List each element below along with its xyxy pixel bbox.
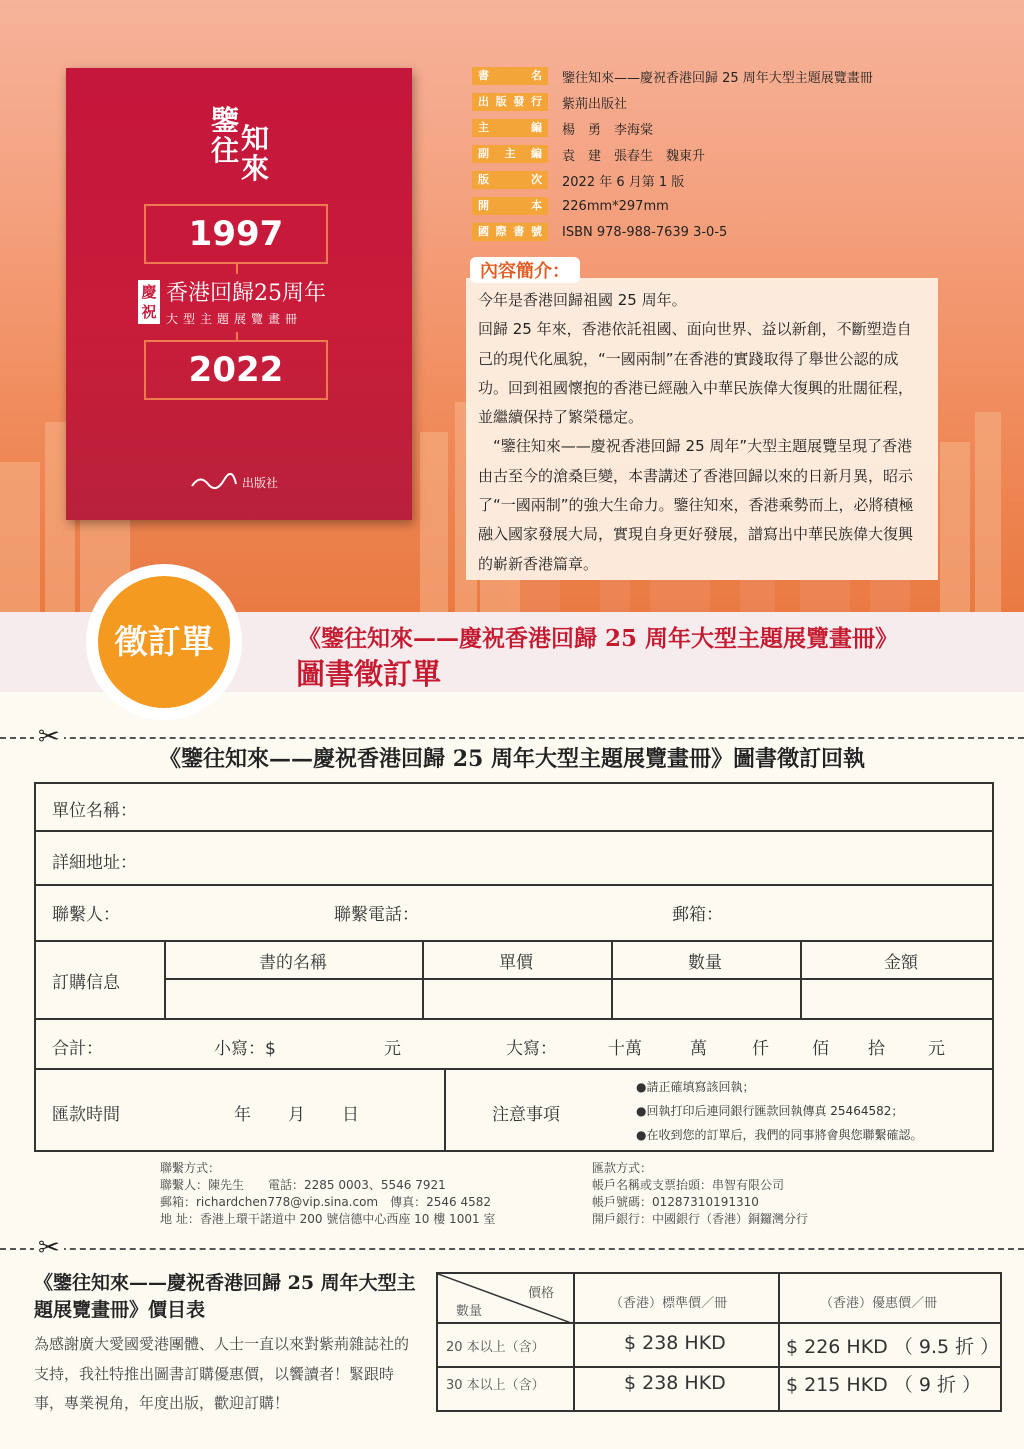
form-line: [422, 940, 424, 1018]
cover-year-start: 1997: [144, 204, 328, 264]
info-label: 副主編: [472, 145, 548, 163]
form-title: 《鑒往知來——慶祝香港回歸 25 周年大型主題展覽畫冊》圖書徵訂回執: [159, 746, 865, 772]
info-row-edition: [472, 167, 1012, 193]
remit-info: [592, 1160, 808, 1228]
order-band-subtitle: 圖書徵訂單: [296, 657, 442, 691]
note-item: ●在收到您的訂單后，我們的同事將會與您聯繫確認。: [636, 1128, 923, 1142]
cover-main-title: 香港回歸25周年: [166, 281, 326, 306]
yuan-label: 元: [384, 1039, 401, 1059]
remit-account-no: 帳戶號碼：01287310191310: [592, 1195, 759, 1209]
info-row-deputy-editor: [472, 141, 1012, 167]
info-value: 袁 建 張春生 魏東升: [562, 148, 706, 164]
cover-publisher: 出版社: [242, 476, 279, 490]
order-circle: 徵訂單: [98, 576, 230, 708]
form-line: [36, 830, 992, 832]
col-amount: 金額: [884, 953, 918, 973]
col-quantity: 數量: [688, 953, 722, 973]
email-label: 郵箱：: [672, 905, 723, 925]
row-disc-price: $ 215 HKD （ 9 折 ）: [786, 1374, 982, 1396]
col-book-name: 書的名稱: [259, 953, 327, 973]
table-line: [438, 1322, 1000, 1324]
form-line: [611, 940, 613, 1018]
note-item: ●請正確填寫該回執；: [636, 1080, 755, 1094]
header-qty: 數量: [456, 1304, 483, 1319]
scissors-icon: ✂: [34, 1235, 64, 1261]
order-form: [34, 782, 994, 1152]
cover-title-col2: 知來: [240, 122, 269, 185]
book-info-list: [472, 63, 1012, 245]
table-line: [438, 1366, 1000, 1368]
form-line: [800, 940, 802, 1018]
note-item: ●回執打印后連同銀行匯款回執傳真 25464582；: [636, 1104, 904, 1118]
big-unit: 元: [928, 1039, 945, 1059]
info-row-editor: [472, 115, 1012, 141]
intro-title: 內容簡介：: [470, 257, 580, 283]
price-table: [436, 1272, 1002, 1412]
contact-email: 郵箱：richardchen778@vip.sina.com 傳真：2546 4582: [160, 1195, 492, 1209]
big-unit: 萬: [690, 1039, 707, 1059]
info-label: 開本: [472, 197, 548, 215]
remit-account-name: 帳戶名稱或支票抬頭：串智有限公司: [592, 1178, 785, 1192]
big-unit: 拾: [868, 1039, 885, 1059]
month-label: 月: [288, 1105, 305, 1125]
form-line: [444, 1068, 446, 1152]
contact-person: 聯繫人：陳先生 電話：2285 0003、5546 7921: [160, 1178, 446, 1192]
big-unit: 十萬: [608, 1039, 642, 1059]
table-line: [573, 1274, 575, 1410]
info-row-title: [472, 63, 1012, 89]
remit-header: 匯款方式：: [592, 1161, 653, 1175]
info-value: ISBN 978-988-7639 3-0-5: [562, 224, 728, 240]
form-line: [36, 940, 992, 942]
header-std-price: （香港）標準價／冊: [610, 1296, 728, 1311]
intro-paragraph-1: 今年是香港回歸祖國 25 周年。: [478, 291, 687, 309]
day-label: 日: [342, 1105, 359, 1125]
year-label: 年: [234, 1105, 251, 1125]
big-amount-label: 大寫：: [506, 1039, 557, 1059]
col-unit-price: 單價: [499, 953, 533, 973]
cover-badge: 慶祝: [138, 280, 160, 324]
remit-time-label: 匯款時間: [52, 1105, 120, 1125]
order-info-label: 訂購信息: [52, 973, 120, 993]
form-line: [36, 1068, 992, 1070]
info-value: 2022 年 6 月第 1 版: [562, 174, 685, 190]
cover-title-col1: 鑒往: [210, 104, 239, 167]
form-line: [36, 884, 992, 886]
cut-line: [0, 737, 1024, 739]
contact-phone-label: 聯繫電話：: [334, 905, 419, 925]
row-qty: 20 本以上（含）: [446, 1340, 545, 1355]
publisher-logo: [190, 472, 238, 492]
contact-address: 地 址：香港上環干諾道中 200 號信德中心西座 10 樓 1001 室: [160, 1212, 496, 1226]
info-label: 主編: [472, 119, 548, 137]
small-amount-label: 小寫：$: [214, 1039, 276, 1059]
unit-name-label: 單位名稱：: [52, 801, 137, 821]
remit-bank: 開戶銀行：中國銀行（香港）銅鑼灣分行: [592, 1212, 809, 1226]
info-row-format: [472, 193, 1012, 219]
intro-paragraph-2: 回歸 25 年來，香港依託祖國、面向世界、益以新創，不斷塑造自己的現代化風貌，“一國兩制”在香港的實踐取得了舉世公認的成功。回到祖國懷抱的香港已經融入中華民族偉大復興的壯闊征程，並繼續保持了繁榮穩定。: [478, 320, 914, 427]
form-line: [36, 1018, 992, 1020]
row-disc-price: $ 226 HKD （ 9.5 折 ）: [786, 1336, 1000, 1358]
info-label: 書名: [472, 67, 548, 85]
cover-year-end: 2022: [144, 340, 328, 400]
big-unit: 佰: [812, 1039, 829, 1059]
form-line: [164, 978, 992, 980]
total-label: 合計：: [52, 1039, 103, 1059]
row-std-price: $ 238 HKD: [624, 1372, 726, 1394]
intro-paragraph-3: “鑒往知來——慶祝香港回歸 25 周年”大型主題展覽呈現了香港由古至今的滄桑巨變，本書講述了香港回歸以來的日新月異，昭示了“一國兩制”的強大生命力。鑒往知來，香港乘勢而上，必將積極融入國家發展大局，實現自身更好發展，譜寫出中華民族偉大復興的嶄新香港篇章。: [478, 437, 914, 573]
contact-info: [160, 1160, 495, 1228]
scissors-icon: ✂: [34, 724, 64, 750]
intro-box: [466, 278, 938, 580]
contact-header: 聯繫方式：: [160, 1161, 221, 1175]
info-label: 版次: [472, 171, 548, 189]
price-list-text: 為感謝廣大愛國愛港團體、人士一直以來對紫荊雜誌社的支持，我社特推出圖書訂購優惠價，以饗讀者！緊跟時事，專業視角，年度出版，歡迎訂購！: [34, 1335, 410, 1412]
info-value: 226mm*297mm: [562, 198, 669, 214]
cover-divider-top: [236, 262, 238, 274]
cut-line: [0, 1248, 1024, 1250]
header-disc-price: （香港）優惠價／冊: [820, 1296, 938, 1311]
form-line: [164, 940, 166, 1018]
info-label: 出版發行: [472, 93, 548, 111]
contact-person-label: 聯繫人：: [52, 905, 120, 925]
big-unit: 仟: [752, 1039, 769, 1059]
cover-sub-title: 大型主題展覽畫冊: [166, 312, 303, 326]
info-value: 紫荊出版社: [562, 96, 628, 112]
row-std-price: $ 238 HKD: [624, 1332, 726, 1354]
row-qty: 30 本以上（含）: [446, 1378, 545, 1393]
info-value: 楊 勇 李海棠: [562, 122, 654, 138]
price-list-title: 《鑒往知來——慶祝香港回歸 25 周年大型主題展覽畫冊》價目表: [34, 1272, 416, 1321]
info-value: 鑒往知來——慶祝香港回歸 25 周年大型主題展覽畫冊: [562, 70, 873, 86]
info-row-isbn: [472, 219, 1012, 245]
table-line: [778, 1274, 780, 1410]
address-label: 詳細地址：: [52, 853, 137, 873]
info-row-publisher: [472, 89, 1012, 115]
header-price: 價格: [528, 1286, 555, 1301]
order-band-title: 《鑒往知來——慶祝香港回歸 25 周年大型主題展覽畫冊》: [298, 625, 899, 652]
book-cover: [66, 68, 412, 520]
info-label: 國際書號: [472, 223, 548, 241]
notes-label: 注意事項: [492, 1105, 560, 1125]
